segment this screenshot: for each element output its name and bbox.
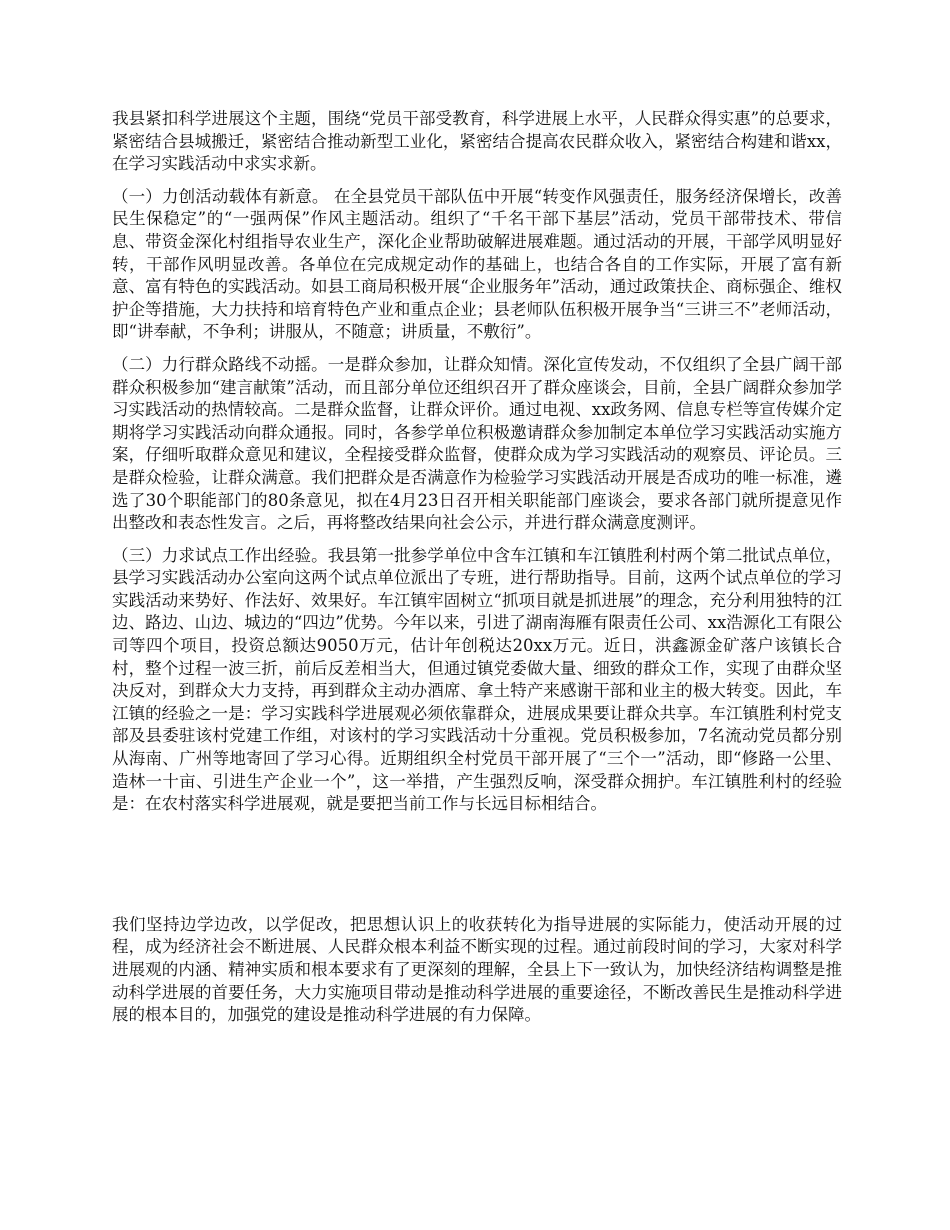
section-three-paragraph: （三）力求试点工作出经验。我县第一批参学单位中含车江镇和车江镇胜利村两个第二批试点单位，县学习实践活动办公室向这两个试点单位派出了专班，进行帮助指导。目前，这两个试点单位的学习实践活动来势好、作法好、效果好。车江镇牢固树立“抓项目就是抓进展”的理念，充分利用独特的江边、路边、山边、城边的“四边”优势。今年以来，引进了湖南海雁有限责任公司、xx浩源化工有限公司等四个项目，投资总额达9050万元，估计年创税达20xx万元。近日，洪鑫源金矿落户该镇长合村，整个过程一波三折，前后反差相当大，但通过镇党委做大量、细致的群众工作，实现了由群众坚决反对，到群众大力支持，再到群众主动办酒席、拿土特产来感谢干部和业主的极大转变。因此，车江镇的经验之一是：学习实践科学进展观必须依靠群众，进展成果要让群众共享。车江镇胜利村党支部及县委驻该村党建工作组，对该村的学习实践活动十分重视。党员积极参加，7名流动党员都分别从海南、广州等地寄回了学习心得。近期组织全村党员干部开展了“三个一”活动，即“修路一公里、造林一十亩、引进生产企业一个”，这一举措，产生强烈反响，深受群众拥护。车江镇胜利村的经验是：在农村落实科学进展观，就是要把当前工作与长远目标相结合。 <box>112 545 842 814</box>
section-one-paragraph: （一）力创活动载体有新意。 在全县党员干部队伍中开展“转变作风强责任，服务经济保增长，改善民生保稳定”的“一强两保”作风主题活动。组织了“千名干部下基层”活动，党员干部带技术、带信息、带资金深化村组指导农业生产，深化企业帮助破解进展难题。通过活动的开展，干部学风明显好转，干部作风明显改善。各单位在完成规定动作的基础上，也结合各自的工作实际，开展了富有新意、富有特色的实践活动。如县工商局积极开展“企业服务年”活动，通过政策扶企、商标强企、维权护企等措施，大力扶持和培育特色产业和重点企业；县老师队伍积极开展争当“三讲三不”老师活动，即“讲奉献，不争利；讲服从，不随意；讲质量，不敷衍”。 <box>112 186 842 342</box>
section-two-paragraph: （二）力行群众路线不动摇。一是群众参加，让群众知情。深化宣传发动，不仅组织了全县广阔干部群众积极参加“建言献策”活动，而且部分单位还组织召开了群众座谈会，目前，全县广阔群众参加学习实践活动的热情较高。二是群众监督，让群众评价。通过电视、xx政务网、信息专栏等宣传媒介定期将学习实践活动向群众通报。同时，各参学单位积极邀请群众参加制定本单位学习实践活动实施方案，仔细听取群众意见和建议，全程接受群众监督，使群众成为学习实践活动的观察员、评论员。三是群众检验，让群众满意。我们把群众是否满意作为检验学习实践活动开展是否成功的唯一标准，遴选了30个职能部门的80条意见，拟在4月23日召开相关职能部门座谈会，要求各部门就所提意见作出整改和表态性发言。之后，再将整改结果向社会公示，并进行群众满意度测评。 <box>112 354 842 533</box>
document-body <box>112 108 842 1027</box>
conclusion-paragraph: 我们坚持边学边改，以学促改，把思想认识上的收获转化为指导进展的实际能力，使活动开展的过程，成为经济社会不断进展、人民群众根本利益不断实现的过程。通过前段时间的学习，大家对科学进展观的内涵、精神实质和根本要求有了更深刻的理解，全县上下一致认为，加快经济结构调整是推动科学进展的首要任务，大力实施项目带动是推动科学进展的重要途径，不断改善民生是推动科学进展的根本目的，加强党的建设是推动科学进展的有力保障。 <box>112 914 842 1025</box>
paragraph-spacer <box>112 826 842 914</box>
intro-paragraph: 我县紧扣科学进展这个主题，围绕“党员干部受教育，科学进展上水平，人民群众得实惠”的总要求，紧密结合县城搬迁，紧密结合推动新型工业化，紧密结合提高农民群众收入，紧密结合构建和谐xx，在学习实践活动中求实求新。 <box>112 109 842 174</box>
